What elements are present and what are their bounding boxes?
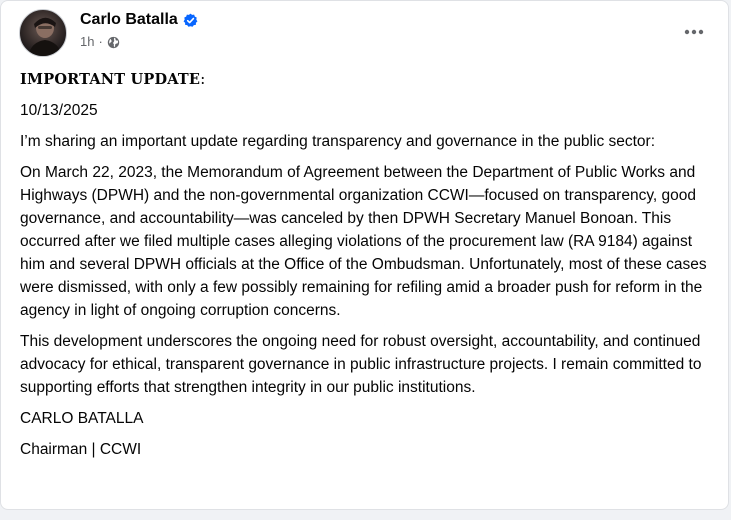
post-paragraph-main: On March 22, 2023, the Memorandum of Agreement between the Department of Public Works and Highways (DPWH) and the non-governmental organization CCWI—focused on transparency, good governance, and accountability—was canceled by then DPWH Secretary Manuel Bonoan. This occurred after we filed multiple cases alleging violations of the procurement law (RA 9184) against him and several DPWH officials at the Office of the Ombudsman. Unfortunately, most of these cases were dismissed, with only a few possibly remaining for refiling amid a broader push for reform in the agency in light of ongoing corruption concerns.: [20, 164, 707, 319]
author-line: [80, 10, 198, 30]
avatar-photo: [20, 10, 67, 57]
verified-badge-icon: [183, 13, 198, 28]
signature-title: Chairman | CCWI: [20, 441, 142, 458]
post-headline: IMPORTANT UPDATE: [20, 71, 201, 88]
globe-icon[interactable]: [107, 36, 120, 49]
more-options-button[interactable]: [676, 17, 712, 47]
meta-separator: ·: [98, 34, 103, 49]
author-avatar[interactable]: [19, 9, 67, 57]
post-paragraph-intro: I’m sharing an important update regarding transparency and governance in the public sector:: [20, 133, 656, 150]
more-horizontal-icon: [684, 29, 704, 35]
post-header: [19, 9, 712, 59]
post-meta: [80, 34, 120, 50]
post-paragraph-closing: This development underscores the ongoing need for robust oversight, accountability, and continued advocacy for ethical, transparent governance in public infrastructure projects. I remain committed to supporting efforts that strengthen integrity in our public institutions.: [20, 333, 702, 396]
post-date: 10/13/2025: [20, 102, 98, 119]
post-body: [20, 68, 720, 469]
signature-name: CARLO BATALLA: [20, 410, 144, 427]
post-headline-line: [20, 68, 720, 91]
headline-colon: :: [200, 70, 206, 88]
author-name[interactable]: Carlo Batalla: [80, 11, 178, 28]
post-timestamp[interactable]: 1h: [80, 34, 95, 49]
